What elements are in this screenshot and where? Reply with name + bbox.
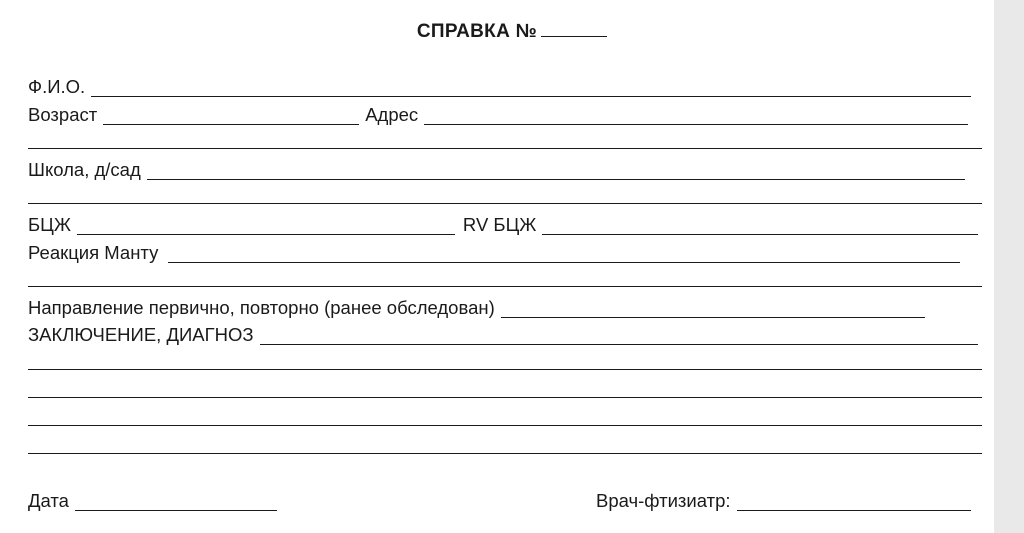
school-row xyxy=(28,156,965,180)
school-label: Школа, д/сад xyxy=(28,159,141,180)
date-row xyxy=(28,487,277,511)
document-title xyxy=(0,20,1024,43)
address-continuation-line[interactable] xyxy=(28,148,982,149)
fio-row xyxy=(28,73,971,97)
title-text: СПРАВКА № xyxy=(416,21,538,42)
fio-field[interactable] xyxy=(91,78,971,97)
fio-label: Ф.И.О. xyxy=(28,76,86,97)
age-address-row xyxy=(28,101,968,125)
certificate-number-blank[interactable] xyxy=(541,20,607,37)
conclusion-field[interactable] xyxy=(260,326,978,345)
rv-bcg-field[interactable] xyxy=(542,216,978,235)
conclusion-line-2[interactable] xyxy=(28,397,982,398)
referral-label: Направление первично, повторно (ранее обследован) xyxy=(28,297,495,318)
mantoux-label: Реакция Манту xyxy=(28,242,159,263)
school-field[interactable] xyxy=(147,161,965,180)
conclusion-line-3[interactable] xyxy=(28,425,982,426)
age-label: Возраст xyxy=(28,104,98,125)
mantoux-field[interactable] xyxy=(168,244,960,263)
date-label: Дата xyxy=(28,490,69,511)
doctor-signature-field[interactable] xyxy=(737,492,971,511)
doctor-label: Врач-фтизиатр: xyxy=(596,490,731,511)
age-field[interactable] xyxy=(103,106,359,125)
school-continuation-line[interactable] xyxy=(28,203,982,204)
date-field[interactable] xyxy=(75,492,277,511)
rv-bcg-label: RV БЦЖ xyxy=(462,214,537,235)
page-edge xyxy=(994,0,1024,533)
conclusion-row xyxy=(28,321,978,345)
mantoux-continuation-line[interactable] xyxy=(28,286,982,287)
address-label: Адрес xyxy=(365,104,419,125)
bcg-label: БЦЖ xyxy=(28,214,71,235)
conclusion-line-1[interactable] xyxy=(28,369,982,370)
mantoux-row xyxy=(28,239,960,263)
referral-row xyxy=(28,294,925,318)
referral-field[interactable] xyxy=(501,299,925,318)
address-field[interactable] xyxy=(424,106,968,125)
doctor-row xyxy=(596,487,971,511)
conclusion-label: ЗАКЛЮЧЕНИЕ, ДИАГНОЗ xyxy=(28,324,254,345)
bcg-row xyxy=(28,211,978,235)
bcg-field[interactable] xyxy=(77,216,455,235)
conclusion-line-4[interactable] xyxy=(28,453,982,454)
